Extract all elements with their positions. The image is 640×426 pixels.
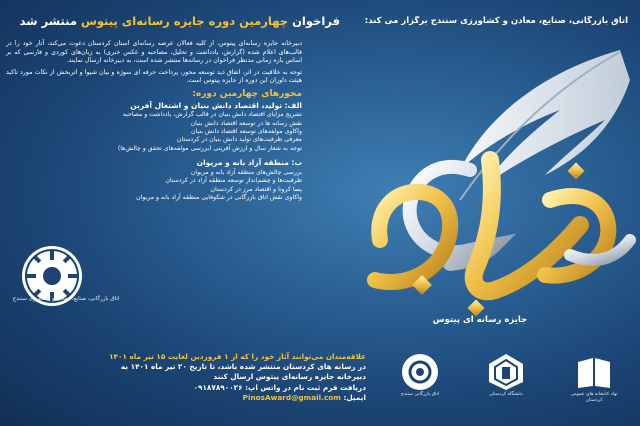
email-label: ایمیل: (340, 392, 366, 402)
section-a-item: نقش رسانه ها در توسعه اقتصاد دانش بنیان (190, 119, 302, 127)
organizer-text: اتاق بازرگانی، صنایع، معادن و کشاورزی سنندج برگزار می کند: (364, 16, 628, 26)
submission-line-2: در رسانه های کردستان منتشر شده باشد، تا تاریخ ۲۰ تیر ماه ۱۴۰۱ به (120, 362, 366, 372)
chamber-logo (390, 352, 450, 420)
section-a-item: توجه به شعار سال و ارزش آفرینی (بررسی مولفه‌های تحقق و چالش‌ها) (117, 144, 302, 152)
submission-info (6, 352, 366, 403)
section-a-item: تشریح مزایای اقتصاد دانش بنیان در قالب گزارش، یادداشت و مصاحبه (122, 111, 302, 119)
call-suffix: منتشر شد (19, 14, 81, 28)
section-b-item: بررسی چالش‌های منطقه آزاد بانه و مریوان (190, 168, 302, 176)
pitus-calligraphy-artwork (320, 40, 640, 330)
axes-title: محورهای چهارمین دوره: (192, 88, 302, 99)
email-address[interactable]: PinosAward@gmail.com (242, 392, 341, 402)
chamber-logo-icon (400, 352, 440, 392)
section-b-list (6, 169, 302, 203)
intro-paragraph: دبیرخانه جایزه رسانه‌ای پیتوس، از کلیه فعالان عرصه رسانه‌ای استان کردستان دعوت می‌کند، آثار خود را در قالب‌های اعلام شده (گزارش، یادداشت و تحلیل، مصاحبه و عکس خبری) به زبان‌های کوردی و فارسی که بر اساس بازه زمانی مدنظر فراخوان در رسانه‌ها منتشر شده است، به دبیرخانه ارسال نمایند. (6, 40, 302, 65)
section-b-item: واکاوی نقش اتاق بازرگانی در شکوفایی منطقه آزاد بانه و مریوان (136, 194, 302, 201)
submission-line-1: علاقه‌مندان می‌توانند آثار خود را که از ۱ فروردین لغایت ۱۵ تیر ماه ۱۴۰۱ (109, 352, 366, 361)
university-logo-icon (486, 352, 526, 392)
book-icon (574, 352, 614, 392)
announcement-column (6, 40, 302, 202)
headline-bar (6, 6, 634, 36)
section-b-item: ظرفیت‌ها و چشم‌انداز توسعه منطقه آزاد در کردستان (165, 177, 302, 185)
university-logo (476, 352, 536, 420)
call-highlight: چهارمین دوره جایزه رسانه‌ای پیتوس (80, 14, 289, 28)
library-logo (564, 352, 624, 420)
sponsor-logos (380, 350, 640, 422)
section-a-title: الف: تولید، اقتصاد دانش بنیان و اشتغال آفرین (130, 100, 302, 110)
section-b-title: ب: منطقه آزاد بانه و مریوان (196, 158, 302, 168)
call-headline (10, 14, 340, 28)
logo-caption: دانشگاه کردستان (489, 392, 523, 397)
emphasis-paragraph: توجه به خلاقیت در اثر، اتفاق دید توسعه محور، پرداخت حرفه ای سوژه و بیان شیوا و اثربخش از نکات مورد تاکید هیئت داوران این دوره از جایزه پیتوس است. (6, 68, 302, 85)
chamber-emblem-icon (12, 236, 92, 316)
whatsapp-line: دریافت فرم ثبت نام در واتس اپ: ۰۹۱۸۷۸۹۰۰۲۶ (193, 382, 366, 392)
email-row (6, 393, 366, 403)
section-a-item: واکاوی مولفه‌های توسعه اقتصاد دانش بنیان (191, 127, 302, 135)
section-b-item: پسا کرونا و اقتصاد مرز در کردستان (210, 185, 302, 193)
logo-caption: نهاد کتابخانه های عمومی کردستان (570, 392, 618, 403)
emblem-caption: اتاق بازرگانی، صنایع، معادن و کشاورزی سنندج (12, 296, 120, 302)
award-caption: جایزه رسانه ای پیتوس (432, 315, 528, 325)
section-a-item: معرفی ظرفیت‌های تولید دانش بنیان در کردستان (176, 136, 302, 144)
logo-caption: اتاق بازرگانی سنندج (400, 392, 440, 397)
call-prefix: فراخوان (288, 14, 340, 28)
submission-line-3: دبیرخانه جایزه رسانه‌ای پیتوس ارسال کنند (213, 372, 366, 382)
